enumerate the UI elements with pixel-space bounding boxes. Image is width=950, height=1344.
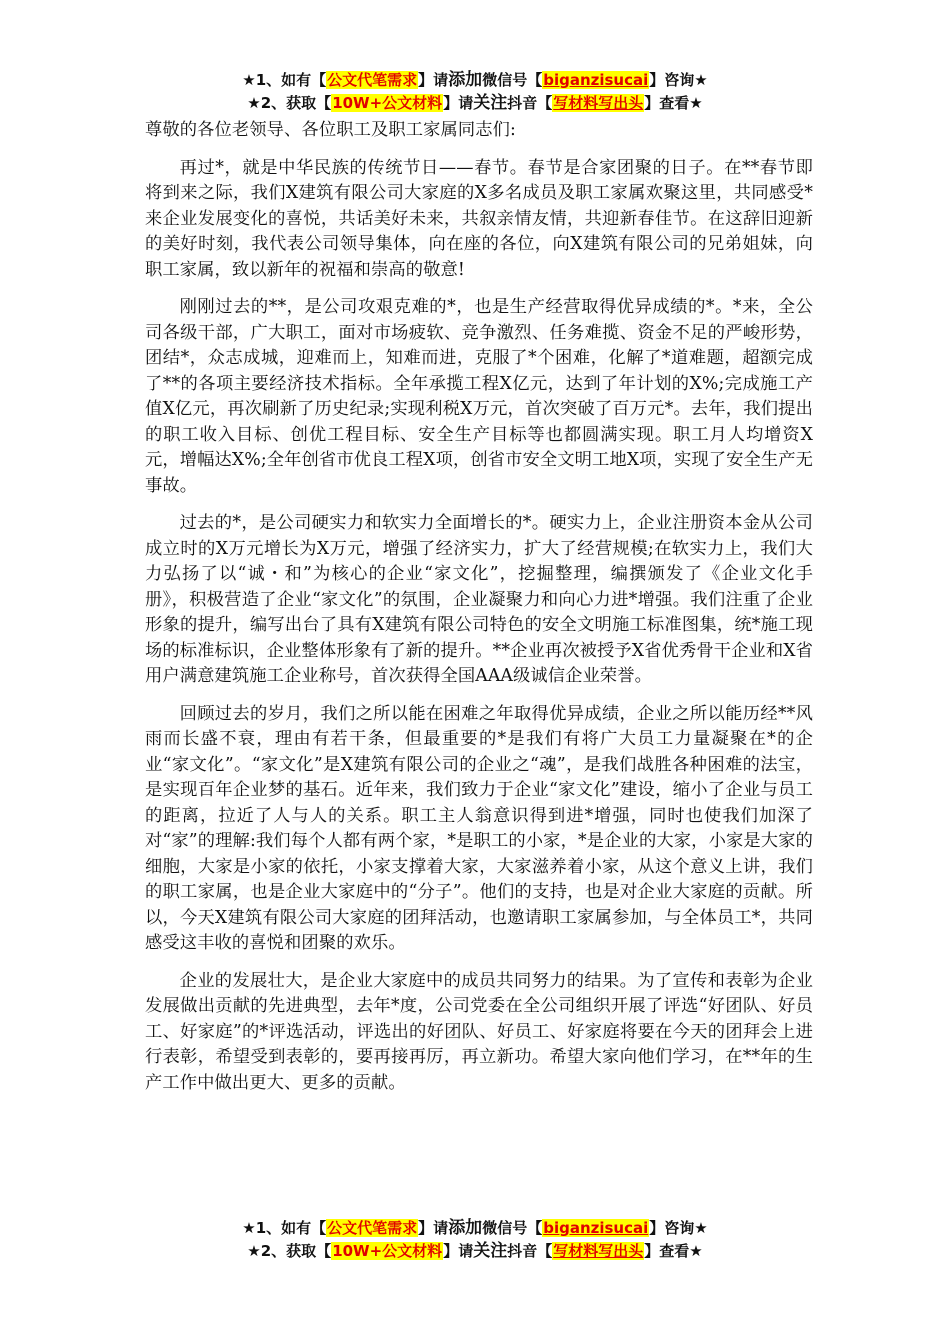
banner-text: 】请 <box>418 71 449 89</box>
banner-text: 微信号【 <box>482 1219 543 1237</box>
banner-text: 】查看★ <box>644 1242 703 1260</box>
banner-emphasis: 添加 <box>448 1218 483 1238</box>
banner-text: ★1、如有【 <box>242 71 327 89</box>
banner-text: ★2、获取【 <box>247 1242 332 1260</box>
highlight-service: 公文代笔需求 <box>327 71 418 89</box>
banner-text: 】咨询★ <box>649 71 708 89</box>
highlight-wechat-id: biganzisucai <box>543 1219 649 1237</box>
paragraph-4: 回顾过去的岁月，我们之所以能在困难之年取得优异成绩，企业之所以能历经**风雨而长盛不衰，理由有若干条，但最重要的*是我们有将广大员工力量凝聚在*的企业“家文化”。“家文化”是X建筑有限公司的企业之“魂”，是我们战胜各种困难的法宝，是实现百年企业梦的基石。近年来，我们致力于企业“家文化”建设，缩小了企业与员工的距离，拉近了人与人的关系。职工主人翁意识得到进*增强，同时也使我们加深了对“家”的理解:我们每个人都有两个家，*是职工的小家，*是企业的大家，小家是大家的细胞，大家是小家的依托，小家支撑着大家，大家滋养着小家，从这个意义上讲，我们的职工家属，也是企业大家庭中的“分子”。他们的支持，也是对企业大家庭的贡献。所以，今天X建筑有限公司大家庭的团拜活动，也邀请职工家属参加，与全体员工*，共同感受这丰收的喜悦和团聚的欢乐。 <box>145 703 813 953</box>
document-body <box>145 118 813 1108</box>
banner-text: 】咨询★ <box>649 1219 708 1237</box>
banner-emphasis: 添加 <box>448 70 483 90</box>
banner-line-1 <box>0 1217 950 1240</box>
banner-emphasis: 关注 <box>473 93 508 113</box>
paragraph-1: 再过*，就是中华民族的传统节日——春节。春节是合家团聚的日子。在**春节即将到来之际，我们X建筑有限公司大家庭的X多名成员及职工家属欢聚这里，共同感受*来企业发展变化的喜悦，共话美好未来，共叙亲情友情，共迎新春佳节。在这辞旧迎新的美好时刻，我代表公司领导集体，向在座的各位，向X建筑有限公司的兄弟姐妹，向职工家属，致以新年的祝福和崇高的敬意! <box>145 157 813 280</box>
banner-line-2 <box>0 1240 950 1263</box>
highlight-douyin-account: 写材料写出头 <box>553 1242 644 1260</box>
banner-emphasis: 关注 <box>473 1241 508 1261</box>
footer-banner <box>0 1217 950 1263</box>
banner-text: 】请 <box>443 1242 474 1260</box>
header-banner <box>0 69 950 115</box>
banner-text: ★2、获取【 <box>247 94 332 112</box>
banner-text: 】请 <box>418 1219 449 1237</box>
banner-line-1 <box>0 69 950 92</box>
banner-text: 微信号【 <box>482 71 543 89</box>
highlight-materials: 10W+公文材料 <box>332 94 443 112</box>
banner-text: 抖音【 <box>507 1242 553 1260</box>
paragraph-2: 刚刚过去的**，是公司攻艰克难的*，也是生产经营取得优异成绩的*。*来，全公司各级干部，广大职工，面对市场疲软、竞争激烈、任务难揽、资金不足的严峻形势，团结*，众志成城，迎难而上，知难而进，克服了*个困难，化解了*道难题，超额完成了**的各项主要经济技术指标。全年承揽工程X亿元，达到了年计划的X%;完成施工产值X亿元，再次刷新了历史纪录;实现利税X万元，首次突破了百万元*。去年，我们提出的职工收入目标、创优工程目标、安全生产目标等也都圆满实现。职工月人均增资X元，增幅达X%;全年创省市优良工程X项，创省市安全文明工地X项，实现了安全生产无事故。 <box>145 297 813 496</box>
paragraph-5: 企业的发展壮大，是企业大家庭中的成员共同努力的结果。为了宣传和表彰为企业发展做出贡献的先进典型，去年*度，公司党委在全公司组织开展了评选“好团队、好员工、好家庭”的*评选活动，评选出的好团队、好员工、好家庭将要在今天的团拜会上进行表彰，希望受到表彰的，要再接再厉，再立新功。希望大家向他们学习，在**年的生产工作中做出更大、更多的贡献。 <box>145 970 813 1093</box>
highlight-wechat-id: biganzisucai <box>543 71 649 89</box>
highlight-douyin-account: 写材料写出头 <box>553 94 644 112</box>
highlight-materials: 10W+公文材料 <box>332 1242 443 1260</box>
banner-text: 】请 <box>443 94 474 112</box>
paragraph-3: 过去的*，是公司硬实力和软实力全面增长的*。硬实力上，企业注册资本金从公司成立时的X万元增长为X万元，增强了经济实力，扩大了经营规模;在软实力上，我们大力弘扬了以“诚・和”为核心的企业“家文化”，挖掘整理，编撰颁发了《企业文化手册》，积极营造了企业“家文化”的氛围，企业凝聚力和向心力进*增强。我们注重了企业形象的提升，编写出台了具有X建筑有限公司特色的安全文明施工标准图集，统*施工现场的标准标识，企业整体形象有了新的提升。**企业再次被授予X省优秀骨干企业和X省用户满意建筑施工企业称号，首次获得全国AAA级诚信企业荣誉。 <box>145 513 814 686</box>
salutation: 尊敬的各位老领导、各位职工及职工家属同志们: <box>145 120 516 140</box>
highlight-service: 公文代笔需求 <box>327 1219 418 1237</box>
banner-text: 抖音【 <box>507 94 553 112</box>
banner-line-2 <box>0 92 950 115</box>
banner-text: 】查看★ <box>644 94 703 112</box>
banner-text: ★1、如有【 <box>242 1219 327 1237</box>
